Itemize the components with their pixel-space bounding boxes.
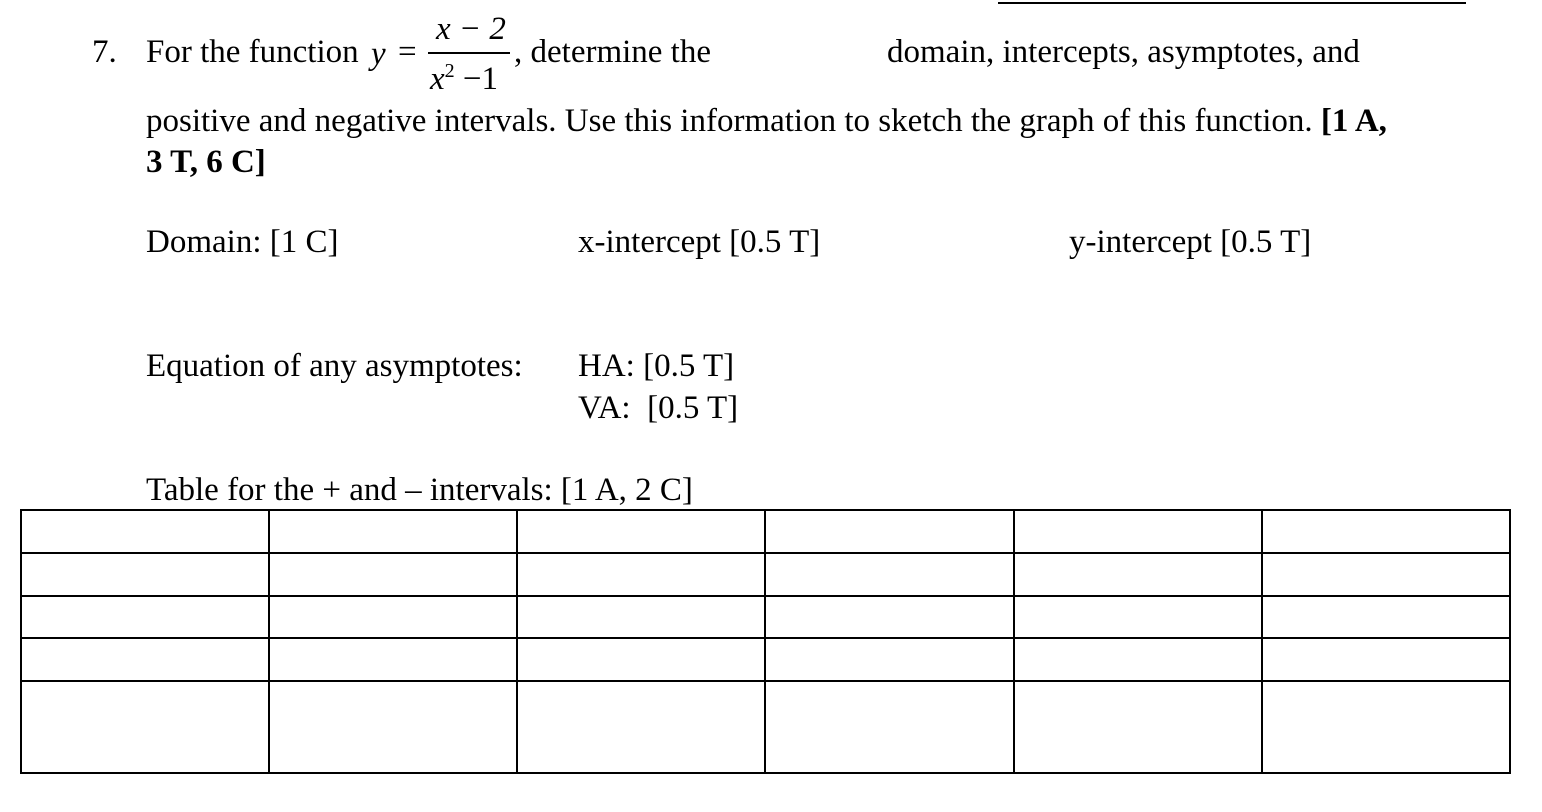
table-cell[interactable] — [1014, 681, 1262, 773]
question-after-function: , determine the — [514, 34, 712, 70]
table-cell[interactable] — [1262, 596, 1510, 638]
table-row — [21, 638, 1510, 681]
function-numerator: x − 2 — [436, 11, 506, 47]
table-cell[interactable] — [269, 510, 517, 553]
table-cell[interactable] — [517, 596, 765, 638]
function-denominator: $x^2 -1$ — [430, 60, 499, 97]
table-cell[interactable] — [1262, 638, 1510, 681]
question-marks: 3 T, 6 C] — [146, 144, 266, 180]
question-line2: positive and negative intervals. Use this information to sketch the graph of this function. [1 A, — [146, 103, 1387, 139]
table-cell[interactable] — [517, 553, 765, 596]
table-cell[interactable] — [1262, 681, 1510, 773]
domain-prompt: Domain: [1 C] — [146, 224, 339, 260]
question-number: 7. — [92, 34, 117, 70]
table-cell[interactable] — [21, 596, 269, 638]
table-cell[interactable] — [1262, 553, 1510, 596]
table-cell[interactable] — [765, 510, 1013, 553]
table-cell[interactable] — [1014, 510, 1262, 553]
interval-table — [20, 509, 1511, 774]
table-cell[interactable] — [765, 638, 1013, 681]
table-cell[interactable] — [269, 596, 517, 638]
table-row — [21, 553, 1510, 596]
table-cell[interactable] — [21, 681, 269, 773]
question-line1-tail: domain, intercepts, asymptotes, and — [887, 34, 1360, 70]
table-cell[interactable] — [269, 553, 517, 596]
answer-line — [998, 2, 1466, 4]
table-cell[interactable] — [21, 510, 269, 553]
asymptotes-label: Equation of any asymptotes: — [146, 348, 523, 384]
table-cell[interactable] — [21, 553, 269, 596]
function-lhs: y — [371, 36, 386, 72]
table-cell[interactable] — [765, 681, 1013, 773]
table-cell[interactable] — [517, 681, 765, 773]
table-row — [21, 681, 1510, 773]
table-row — [21, 510, 1510, 553]
table-cell[interactable] — [21, 638, 269, 681]
fraction-bar — [428, 52, 510, 54]
table-cell[interactable] — [1262, 510, 1510, 553]
table-cell[interactable] — [517, 510, 765, 553]
va-prompt: VA: [0.5 T] — [578, 390, 739, 426]
table-cell[interactable] — [1014, 596, 1262, 638]
ha-prompt: HA: [0.5 T] — [578, 348, 735, 384]
table-cell[interactable] — [269, 681, 517, 773]
table-label: Table for the + and – intervals: [1 A, 2 C] — [146, 472, 693, 508]
table-cell[interactable] — [517, 638, 765, 681]
table-cell[interactable] — [1014, 638, 1262, 681]
table-cell[interactable] — [1014, 553, 1262, 596]
table-row — [21, 596, 1510, 638]
x-intercept-prompt: x-intercept [0.5 T] — [578, 224, 821, 260]
table-cell[interactable] — [269, 638, 517, 681]
table-cell[interactable] — [765, 596, 1013, 638]
question-lead: For the function — [146, 34, 359, 70]
function-equals: = — [398, 34, 417, 70]
table-cell[interactable] — [765, 553, 1013, 596]
y-intercept-prompt: y-intercept [0.5 T] — [1069, 224, 1312, 260]
